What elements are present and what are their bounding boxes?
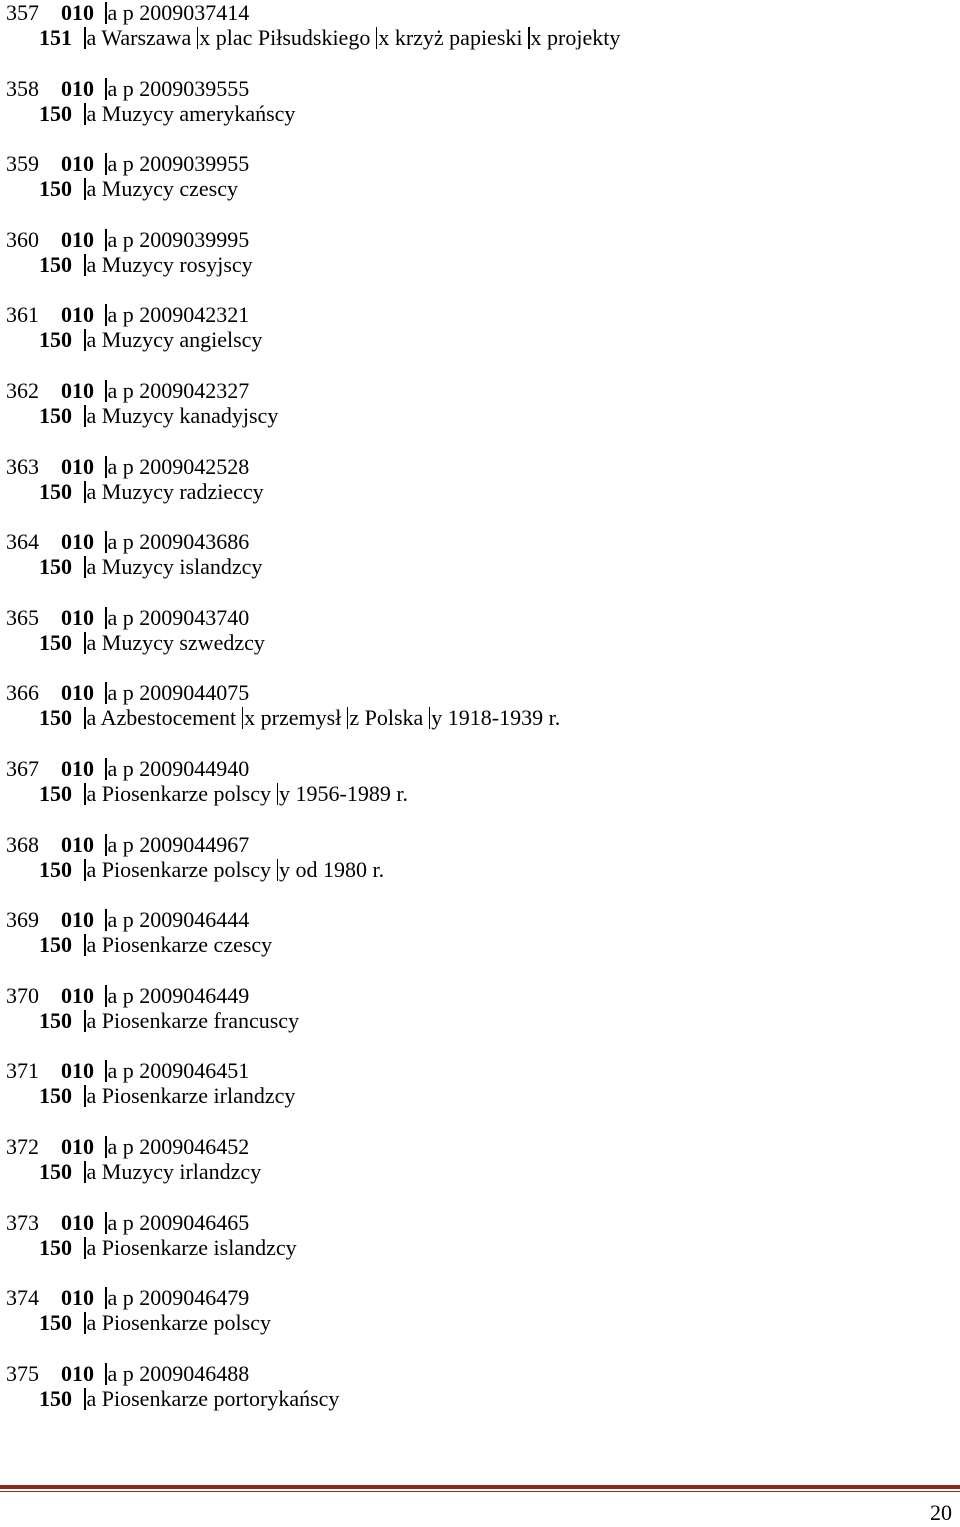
field-tag: 150 <box>39 176 72 202</box>
record-control-line <box>6 227 249 253</box>
subfield-code: a <box>86 176 97 202</box>
subfield-delimiter <box>105 1363 107 1385</box>
record-369 <box>6 907 946 983</box>
record-heading-line <box>39 1235 297 1261</box>
record-heading-line <box>39 1008 299 1034</box>
subfield-delimiter <box>105 682 107 704</box>
control-number: a p 2009042327 <box>107 377 250 403</box>
subfield-code: a <box>86 780 97 806</box>
control-number: a p 2009044075 <box>107 680 250 706</box>
record-360 <box>6 227 946 303</box>
control-number: a p 2009044967 <box>107 831 250 857</box>
subfield-delimiter <box>105 153 107 175</box>
record-heading-line <box>39 25 620 51</box>
control-number: a p 2009043740 <box>107 604 250 630</box>
subfield-delimiter <box>84 1010 86 1032</box>
subfield-text: Piosenkarze irlandzcy <box>101 1083 296 1109</box>
record-control-line <box>6 454 249 480</box>
field-tag-010: 010 <box>61 982 94 1008</box>
subfield-code: y <box>431 705 443 731</box>
record-373 <box>6 1210 946 1286</box>
record-control-line <box>6 302 249 328</box>
record-number: 369 <box>6 907 39 933</box>
subfield-code: z <box>349 705 360 731</box>
record-heading-line <box>39 1083 295 1109</box>
subfield-text: Polska <box>364 705 424 731</box>
record-number: 370 <box>6 982 39 1008</box>
control-number: a p 2009039955 <box>107 151 250 177</box>
subfield-code: a <box>86 1007 97 1033</box>
field-tag: 150 <box>39 402 72 428</box>
subfield-code: a <box>86 478 97 504</box>
field-tag-010: 010 <box>61 151 94 177</box>
record-control-line <box>6 605 249 631</box>
record-control-line <box>6 832 249 858</box>
record-heading-line <box>39 630 265 656</box>
field-tag: 150 <box>39 856 72 882</box>
subfield-delimiter <box>84 103 86 125</box>
subfield-delimiter <box>84 27 86 49</box>
subfield-text: Muzycy irlandzcy <box>101 1158 262 1184</box>
subfield-delimiter <box>84 329 86 351</box>
subfield-delimiter <box>84 783 86 805</box>
field-tag: 150 <box>39 478 72 504</box>
control-number: a p 2009046465 <box>107 1209 250 1235</box>
record-363 <box>6 454 946 530</box>
subfield-text: Muzycy angielscy <box>101 327 263 353</box>
subfield-text: od 1980 r. <box>295 856 385 882</box>
subfield-delimiter <box>105 531 107 553</box>
subfield-delimiter <box>197 27 199 49</box>
subfield-text: Piosenkarze francuscy <box>101 1007 300 1033</box>
field-tag: 150 <box>39 1083 72 1109</box>
field-tag: 150 <box>39 1234 72 1260</box>
subfield-delimiter <box>105 909 107 931</box>
subfield-delimiter <box>84 1237 86 1259</box>
record-heading-line <box>39 857 384 883</box>
record-heading-line <box>39 1386 339 1412</box>
subfield-text: Muzycy islandzcy <box>101 554 263 580</box>
field-tag-010: 010 <box>61 453 94 479</box>
field-tag-010: 010 <box>61 302 94 328</box>
record-number: 372 <box>6 1133 39 1159</box>
subfield-code: a <box>86 100 97 126</box>
record-heading-line <box>39 403 278 429</box>
record-heading-line <box>39 781 408 807</box>
subfield-text: 1956-1989 r. <box>295 780 408 806</box>
record-control-line <box>6 378 249 404</box>
subfield-text: Piosenkarze polscy <box>101 780 271 806</box>
subfield-text: Muzycy czescy <box>101 176 238 202</box>
record-375 <box>6 1361 946 1437</box>
record-list <box>6 0 946 1436</box>
record-359 <box>6 151 946 227</box>
record-number: 363 <box>6 453 39 479</box>
control-number: a p 2009042528 <box>107 453 250 479</box>
subfield-delimiter <box>84 707 86 729</box>
field-tag-010: 010 <box>61 1209 94 1235</box>
field-tag-010: 010 <box>61 831 94 857</box>
footer-rule-thin <box>0 1491 960 1492</box>
subfield-code: x <box>378 25 390 50</box>
subfield-delimiter <box>105 1287 107 1309</box>
subfield-delimiter <box>84 481 86 503</box>
footer-rule-thick <box>0 1485 960 1489</box>
record-control-line <box>6 1361 249 1387</box>
record-number: 371 <box>6 1058 39 1084</box>
subfield-delimiter <box>242 707 244 729</box>
record-control-line <box>6 907 249 933</box>
field-tag-010: 010 <box>61 75 94 101</box>
subfield-text: Azbestocement <box>100 705 237 731</box>
subfield-delimiter <box>105 758 107 780</box>
control-number: a p 2009044940 <box>107 755 250 781</box>
record-368 <box>6 832 946 908</box>
control-number: a p 2009039555 <box>107 75 250 101</box>
subfield-text: Piosenkarze portorykańscy <box>101 1385 340 1411</box>
record-365 <box>6 605 946 681</box>
field-tag-010: 010 <box>61 226 94 252</box>
record-372 <box>6 1134 946 1210</box>
control-number: a p 2009046451 <box>107 1058 250 1084</box>
subfield-code: y <box>279 856 290 882</box>
subfield-delimiter <box>105 1136 107 1158</box>
subfield-text: Piosenkarze polscy <box>101 1310 271 1336</box>
subfield-delimiter <box>105 78 107 100</box>
record-367 <box>6 756 946 832</box>
subfield-delimiter <box>84 1388 86 1410</box>
subfield-text: Piosenkarze czescy <box>101 932 273 958</box>
field-tag-010: 010 <box>61 755 94 781</box>
subfield-text: projekty <box>547 25 621 50</box>
subfield-delimiter <box>84 254 86 276</box>
control-number: a p 2009046449 <box>107 982 250 1008</box>
subfield-text: Muzycy kanadyjscy <box>101 402 279 428</box>
record-357 <box>6 0 946 76</box>
subfield-delimiter <box>105 380 107 402</box>
subfield-text: Piosenkarze polscy <box>101 856 271 882</box>
record-number: 367 <box>6 755 39 781</box>
record-heading-line <box>39 554 262 580</box>
subfield-code: a <box>86 1234 97 1260</box>
record-control-line <box>6 0 249 26</box>
record-control-line <box>6 1134 249 1160</box>
record-364 <box>6 529 946 605</box>
field-tag-010: 010 <box>61 0 94 25</box>
subfield-text: 1918-1939 r. <box>447 705 561 731</box>
page-number: 20 <box>930 1500 952 1525</box>
control-number: a p 2009039995 <box>107 226 250 252</box>
record-number: 358 <box>6 75 39 101</box>
field-tag-010: 010 <box>61 1058 94 1084</box>
field-tag: 150 <box>39 327 72 353</box>
record-number: 368 <box>6 831 39 857</box>
record-number: 362 <box>6 377 39 403</box>
subfield-delimiter <box>105 1212 107 1234</box>
field-tag: 150 <box>39 780 72 806</box>
subfield-code: a <box>86 629 97 655</box>
record-371 <box>6 1058 946 1134</box>
field-tag: 150 <box>39 251 72 277</box>
subfield-delimiter <box>105 607 107 629</box>
field-tag-010: 010 <box>61 680 94 706</box>
subfield-code: a <box>86 402 97 428</box>
subfield-text: Muzycy radzieccy <box>101 478 264 504</box>
subfield-delimiter <box>84 1161 86 1183</box>
subfield-delimiter <box>84 934 86 956</box>
subfield-code: a <box>86 856 97 882</box>
record-number: 364 <box>6 529 39 555</box>
subfield-text: Muzycy amerykańscy <box>101 100 296 126</box>
record-heading-line <box>39 252 253 278</box>
subfield-delimiter <box>105 229 107 251</box>
control-number: a p 2009046479 <box>107 1285 250 1311</box>
subfield-code: a <box>86 1385 97 1411</box>
subfield-text: przemysł <box>260 705 342 731</box>
record-number: 357 <box>6 0 39 25</box>
subfield-delimiter <box>105 834 107 856</box>
subfield-code: a <box>86 705 97 731</box>
record-control-line <box>6 756 249 782</box>
record-heading-line <box>39 101 295 127</box>
record-control-line <box>6 1285 249 1311</box>
record-control-line <box>6 529 249 555</box>
record-362 <box>6 378 946 454</box>
subfield-delimiter <box>105 304 107 326</box>
subfield-code: x <box>530 25 542 50</box>
subfield-code: a <box>86 932 97 958</box>
subfield-text: plac Piłsudskiego <box>215 25 371 50</box>
subfield-delimiter <box>84 632 86 654</box>
subfield-code: a <box>86 554 97 580</box>
subfield-delimiter <box>84 1312 86 1334</box>
field-tag: 150 <box>39 100 72 126</box>
record-374 <box>6 1285 946 1361</box>
record-number: 374 <box>6 1285 39 1311</box>
record-358 <box>6 76 946 152</box>
field-tag: 150 <box>39 1007 72 1033</box>
record-control-line <box>6 680 249 706</box>
record-370 <box>6 983 946 1059</box>
control-number: a p 2009037414 <box>107 0 250 25</box>
record-number: 373 <box>6 1209 39 1235</box>
record-heading-line <box>39 327 262 353</box>
record-control-line <box>6 983 249 1009</box>
subfield-delimiter <box>105 2 107 24</box>
record-control-line <box>6 76 249 102</box>
subfield-code: a <box>86 327 97 353</box>
control-number: a p 2009042321 <box>107 302 250 328</box>
field-tag-010: 010 <box>61 377 94 403</box>
subfield-delimiter <box>84 556 86 578</box>
record-control-line <box>6 1058 249 1084</box>
subfield-code: x <box>199 25 211 50</box>
subfield-delimiter <box>277 783 279 805</box>
subfield-text: Muzycy szwedzcy <box>101 629 265 655</box>
subfield-text: Piosenkarze islandzcy <box>101 1234 297 1260</box>
subfield-code: a <box>86 25 97 50</box>
subfield-text: Muzycy rosyjscy <box>101 251 253 277</box>
field-tag: 150 <box>39 705 72 731</box>
record-number: 359 <box>6 151 39 177</box>
record-number: 366 <box>6 680 39 706</box>
record-number: 375 <box>6 1360 39 1386</box>
field-tag: 150 <box>39 554 72 580</box>
subfield-code: a <box>86 1310 97 1336</box>
record-number: 360 <box>6 226 39 252</box>
control-number: a p 2009046452 <box>107 1133 250 1159</box>
control-number: a p 2009046488 <box>107 1360 250 1386</box>
subfield-delimiter <box>84 859 86 881</box>
field-tag-010: 010 <box>61 529 94 555</box>
subfield-text: Warszawa <box>101 25 192 50</box>
field-tag: 150 <box>39 932 72 958</box>
footer-rule <box>0 1485 960 1493</box>
record-number: 361 <box>6 302 39 328</box>
subfield-text: krzyż papieski <box>394 25 523 50</box>
field-tag-010: 010 <box>61 1360 94 1386</box>
subfield-delimiter <box>105 985 107 1007</box>
subfield-delimiter <box>84 405 86 427</box>
field-tag: 150 <box>39 629 72 655</box>
field-tag-010: 010 <box>61 1285 94 1311</box>
subfield-delimiter <box>84 1085 86 1107</box>
record-heading-line <box>39 1159 261 1185</box>
record-heading-line <box>39 479 264 505</box>
record-heading-line <box>39 176 238 202</box>
subfield-delimiter <box>84 178 86 200</box>
subfield-delimiter <box>277 859 279 881</box>
field-tag-010: 010 <box>61 907 94 933</box>
field-tag: 150 <box>39 1158 72 1184</box>
record-361 <box>6 302 946 378</box>
field-tag: 151 <box>39 25 72 50</box>
subfield-delimiter <box>528 27 530 49</box>
subfield-code: x <box>244 705 256 731</box>
field-tag: 150 <box>39 1310 72 1336</box>
record-control-line <box>6 1210 249 1236</box>
subfield-delimiter <box>105 456 107 478</box>
record-366 <box>6 680 946 756</box>
record-number: 365 <box>6 604 39 630</box>
field-tag: 150 <box>39 1385 72 1411</box>
subfield-code: y <box>279 780 290 806</box>
control-number: a p 2009046444 <box>107 907 250 933</box>
field-tag-010: 010 <box>61 604 94 630</box>
control-number: a p 2009043686 <box>107 529 250 555</box>
record-heading-line <box>39 705 560 731</box>
record-heading-line <box>39 932 272 958</box>
subfield-code: a <box>86 1158 97 1184</box>
record-control-line <box>6 151 249 177</box>
field-tag-010: 010 <box>61 1133 94 1159</box>
subfield-code: a <box>86 251 97 277</box>
record-heading-line <box>39 1310 271 1336</box>
subfield-code: a <box>86 1083 97 1109</box>
subfield-delimiter <box>105 1060 107 1082</box>
